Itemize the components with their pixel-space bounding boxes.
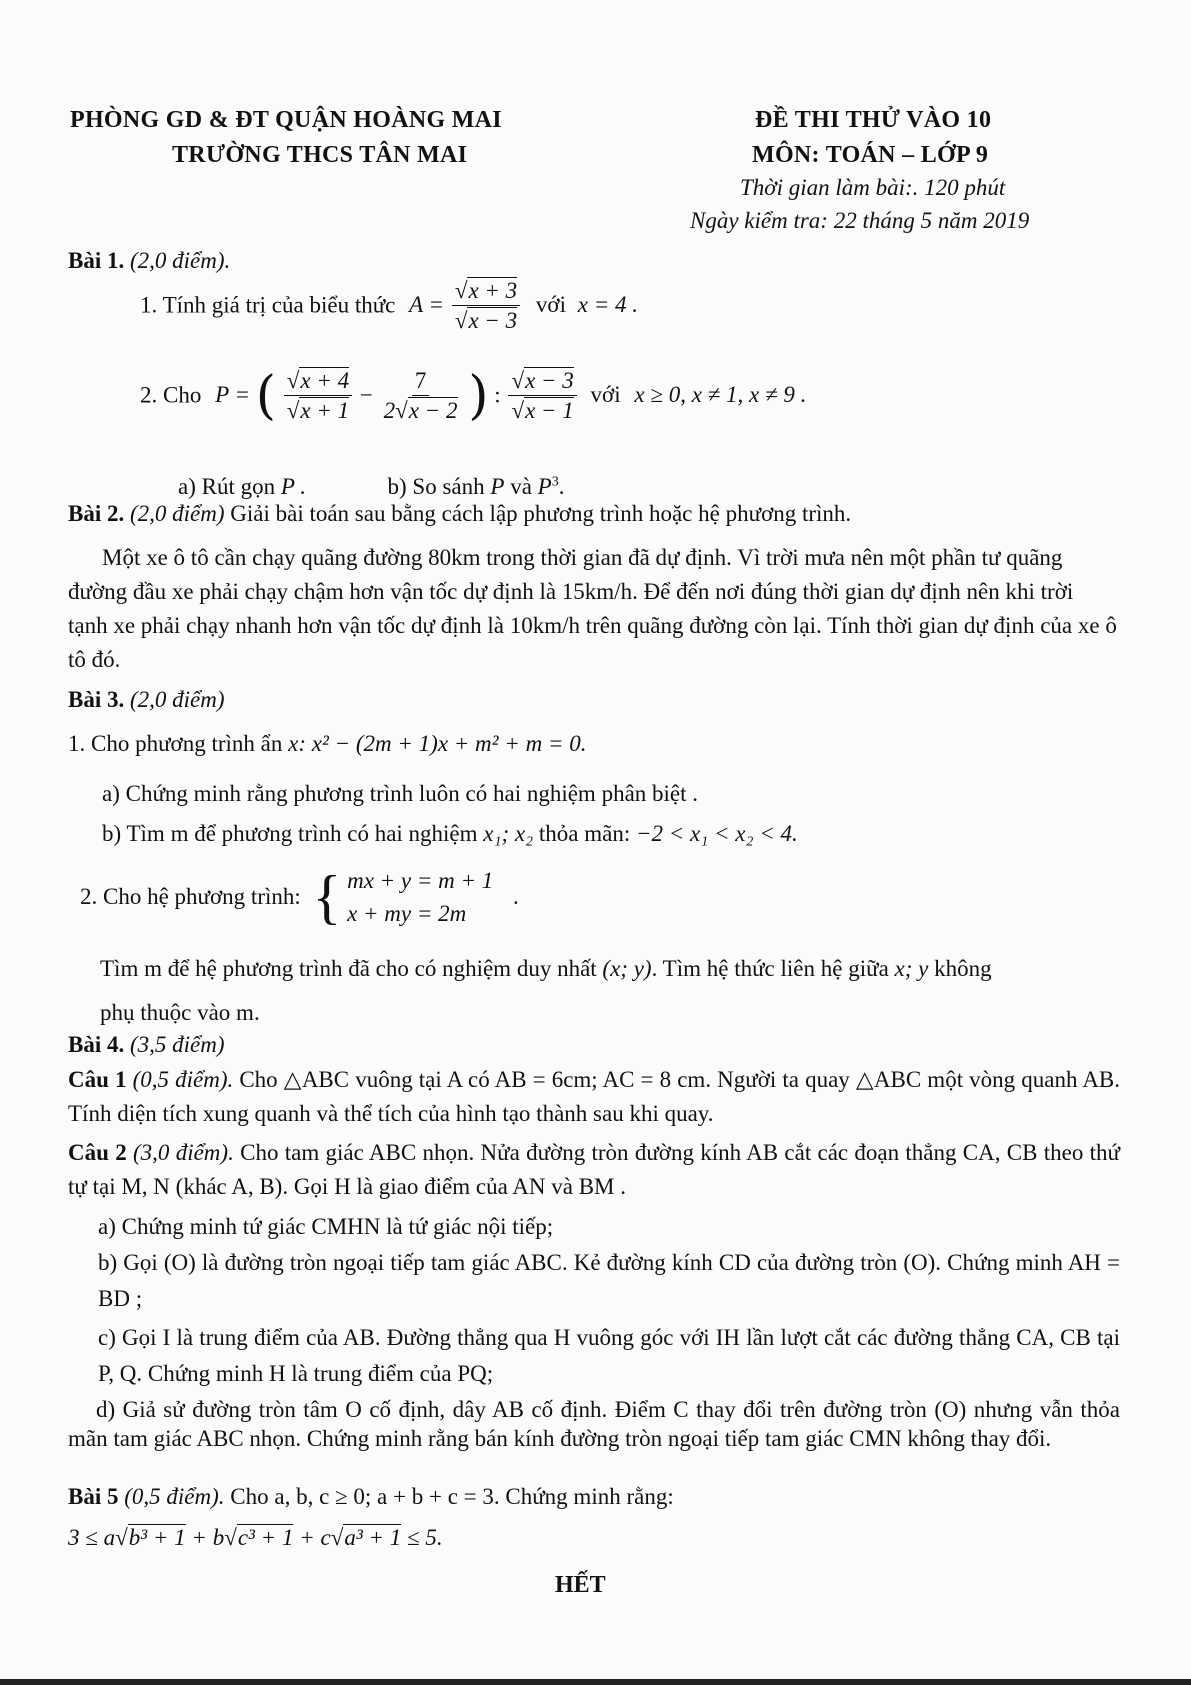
bai3-find-line2: phụ thuộc vào m. bbox=[100, 1000, 260, 1025]
bai3-find-xy: (x; y) bbox=[602, 956, 652, 981]
exam-time: Thời gian làm bài:. 120 phút bbox=[740, 175, 1006, 200]
bai4-heading bbox=[68, 1031, 225, 1060]
bai1-q1-fraction: $\frac{√x + 3}{√x - 3}$ bbox=[452, 278, 520, 334]
bai2-points: (2,0 điểm) bbox=[129, 501, 225, 526]
bai1-q1-num: x + 3 bbox=[468, 278, 518, 303]
system-eq2: x + my = 2m bbox=[347, 901, 467, 927]
end-marker: HẾT bbox=[555, 1572, 606, 1598]
exam-title: ĐỀ THI THỬ VÀO 10 bbox=[755, 107, 992, 133]
bai1-q1-text: 1. Tính giá trị của biểu thức bbox=[140, 292, 396, 318]
bai1-q2-f2-den: x − 2 bbox=[408, 398, 458, 424]
ineq-root2: c³ + 1 bbox=[237, 1525, 294, 1550]
bai3-q1-equation: x² − (2m + 1)x + m² + m = 0. bbox=[311, 731, 587, 756]
bai2-heading bbox=[68, 500, 851, 529]
bai4-cau1 bbox=[68, 1063, 1120, 1131]
bai1-q2-f2-den-pre: 2 bbox=[383, 398, 396, 424]
bai1-q2-f1-den: x + 1 bbox=[300, 398, 350, 424]
bai3-q1-var: x: bbox=[288, 731, 306, 756]
cau1-text: Cho △ABC vuông tại A có AB = 6cm; AC = 8 cm. Người ta quay △ABC một vòng quanh AB. Tính diện tích xung quanh và thể tích của hình tạo thành sau khi quay. bbox=[68, 1067, 1121, 1126]
bai1-q2-f3-den: x − 1 bbox=[525, 398, 574, 424]
ineq-end: ≤ 5. bbox=[406, 1525, 443, 1550]
bai1-qa-var: P . bbox=[280, 474, 306, 499]
bai3-find-vars: x; y bbox=[894, 956, 929, 981]
school-name: TRƯỜNG THCS TÂN MAI bbox=[172, 142, 468, 168]
system-eq1: mx + y = m + 1 bbox=[347, 868, 494, 893]
bai1-qb: b) So sánh bbox=[387, 474, 485, 499]
ineq-plus-c: + c bbox=[299, 1525, 331, 1550]
bai1-qb-dot: . bbox=[558, 474, 565, 499]
ineq-root1: b³ + 1 bbox=[128, 1525, 186, 1550]
bai4-cau2 bbox=[68, 1136, 1120, 1204]
exam-date: Ngày kiểm tra: 22 tháng 5 năm 2019 bbox=[690, 208, 1030, 233]
bai3-qb-mid: thỏa mãn: bbox=[538, 821, 631, 846]
cau1-points: (0,5 điểm). bbox=[132, 1067, 234, 1092]
bai5-text: Cho a, b, c ≥ 0; a + b + c = 3. Chứng minh rằng: bbox=[224, 1484, 674, 1509]
bai3-qb-ineq: −2 < x₁ < x₂ < 4. bbox=[635, 821, 798, 846]
bai3-find bbox=[100, 955, 992, 984]
bai3-find-text3: không bbox=[934, 956, 992, 981]
bai1-q2-fraction3: $\frac{√x - 3}{√x - 1}$ bbox=[508, 368, 576, 424]
bai3-find-text2: . Tìm hệ thức liên hệ giữa bbox=[651, 956, 889, 981]
bai1-heading bbox=[68, 247, 230, 276]
bai3-qa: a) Chứng minh rằng phương trình luôn có hai nghiệm phân biệt . bbox=[102, 781, 699, 806]
bai1-qa: a) Rút gọn bbox=[178, 474, 276, 499]
minus-sign: − bbox=[359, 382, 373, 408]
bai1-qb-p: P bbox=[490, 474, 505, 499]
bai2-title: Bài 2. bbox=[68, 501, 125, 526]
cau2-label: Câu 2 bbox=[68, 1140, 127, 1165]
bai4-part-c: c) Gọi I là trung điểm của AB. Đường thẳng qua H vuông góc với IH lần lượt cắt các đường thẳng CA, CB tại P, Q. Chứng minh H là trung điểm của PQ; bbox=[98, 1325, 1120, 1386]
bai4-part-b: b) Gọi (O) là đường tròn ngoại tiếp tam giác ABC. Kẻ đường kính CD của đường tròn (O). Chứng minh AH = BD ; bbox=[98, 1250, 1120, 1311]
bai2-body: Một xe ô tô cần chạy quãng đường 80km trong thời gian đã dự định. Vì trời mưa nên một phần tư quãng đường đầu xe phải chạy chậm hơn vận tốc dự định là 15km/h. Để đến nơi đúng thời gian dự định nên khi trời tạnh xe phải chạy nhanh hơn vận tốc dự định là 10km/h trên quãng đường còn lại. Tính thời gian dự định của xe ô tô đó. bbox=[68, 545, 1117, 672]
bai1-q2-fraction1: $\frac{√x + 4}{√x + 1}$ bbox=[284, 368, 352, 424]
bai3-heading bbox=[68, 686, 225, 715]
bai1-qb-exp: 3 bbox=[551, 474, 559, 490]
equation-system bbox=[347, 864, 493, 931]
bai1-qb-and: và bbox=[510, 474, 532, 499]
bai1-q2-f1-num: x + 4 bbox=[300, 368, 350, 393]
bai3-q2 bbox=[80, 864, 519, 931]
right-paren: ) bbox=[468, 365, 489, 426]
bai1-q1-cond: x = 4 . bbox=[577, 292, 638, 318]
colon-sign: : bbox=[494, 382, 501, 408]
bai1-q2-parts bbox=[178, 473, 564, 502]
bai1-q1-with: với bbox=[535, 292, 566, 318]
bai5-heading bbox=[68, 1483, 674, 1512]
bai1-q2-f3-num: x − 3 bbox=[525, 368, 574, 393]
bai2-intro: Giải bài toán sau bằng cách lập phương trình hoặc hệ phương trình. bbox=[224, 501, 852, 526]
bai1-q2 bbox=[140, 365, 807, 426]
bai3-q1 bbox=[68, 730, 586, 759]
bai1-q1 bbox=[140, 278, 638, 334]
cau2-text: Cho tam giác ABC nhọn. Nửa đường tròn đường kính AB cắt các đoạn thẳng CA, CB theo thứ tự tại M, N (khác A, B). Gọi H là giao điểm của AN và BM . bbox=[68, 1140, 1121, 1199]
bai1-q2-cond: x ≥ 0, x ≠ 1, x ≠ 9 . bbox=[634, 382, 807, 408]
cau2-points: (3,0 điểm). bbox=[133, 1140, 234, 1165]
ineq-plus-b: + b bbox=[191, 1525, 225, 1550]
bai5-points: (0,5 điểm). bbox=[124, 1484, 225, 1509]
bai3-q2-text: 2. Cho hệ phương trình: bbox=[80, 883, 301, 909]
bai4-title: Bài 4. bbox=[68, 1032, 125, 1057]
bai5-title: Bài 5 bbox=[68, 1484, 119, 1509]
ineq-root3: a³ + 1 bbox=[344, 1525, 402, 1550]
bai5-inequality: 3 ≤ a√b³ + 1 + b√c³ + 1 + c√a³ + 1 ≤ 5. bbox=[68, 1525, 443, 1550]
bai3-title: Bài 3. bbox=[68, 687, 125, 712]
system-end: . bbox=[513, 883, 519, 909]
bai3-points: (2,0 điểm) bbox=[129, 687, 225, 712]
bai4-part-a: a) Chứng minh tứ giác CMHN là tứ giác nội tiếp; bbox=[98, 1214, 554, 1239]
ineq-start: 3 ≤ a bbox=[68, 1525, 116, 1550]
system-brace: { bbox=[312, 864, 342, 931]
bai3-qb-vars: x₁; x₂ bbox=[483, 821, 534, 846]
bai3-find-text1: Tìm m để hệ phương trình đã cho có nghiệm duy nhất bbox=[100, 956, 597, 981]
bai1-title: Bài 1. bbox=[68, 248, 125, 273]
bai4-points: (3,5 điểm) bbox=[129, 1032, 225, 1057]
school-department: PHÒNG GD & ĐT QUẬN HOÀNG MAI bbox=[70, 107, 502, 133]
bai3-qb-text: b) Tìm m để phương trình có hai nghiệm bbox=[102, 821, 478, 846]
bai3-q1-text: 1. Cho phương trình ẩn bbox=[68, 731, 283, 756]
bai1-q2-f2-num: 7 bbox=[412, 368, 430, 396]
bai1-points: (2,0 điểm). bbox=[129, 248, 231, 273]
bai1-q2-with: với bbox=[590, 382, 621, 408]
bai1-q2-text: 2. Cho bbox=[140, 382, 202, 408]
bai1-q1-A: A = bbox=[409, 292, 445, 318]
bai1-q2-fraction2: $\frac{7}{2√x - 2}$ bbox=[383, 368, 458, 424]
cau1-label: Câu 1 bbox=[68, 1067, 127, 1092]
exam-subject: MÔN: TOÁN – LỚP 9 bbox=[752, 142, 989, 168]
page-bottom-edge bbox=[0, 1679, 1191, 1685]
bai1-q1-den: x − 3 bbox=[468, 308, 518, 334]
bai4-part-d: d) Giả sử đường tròn tâm O cố định, dây AB cố định. Điểm C thay đổi trên đường tròn (O) nhưng vẫn thỏa mãn tam giác ABC nhọn. Chứng minh rằng bán kính đường tròn ngoại tiếp tam giác CMN không thay đổi. bbox=[68, 1397, 1120, 1451]
bai1-qb-p3: P bbox=[537, 474, 552, 499]
left-paren: ( bbox=[255, 365, 277, 426]
bai3-qb bbox=[102, 820, 798, 849]
bai1-q2-P: P = bbox=[215, 382, 250, 408]
